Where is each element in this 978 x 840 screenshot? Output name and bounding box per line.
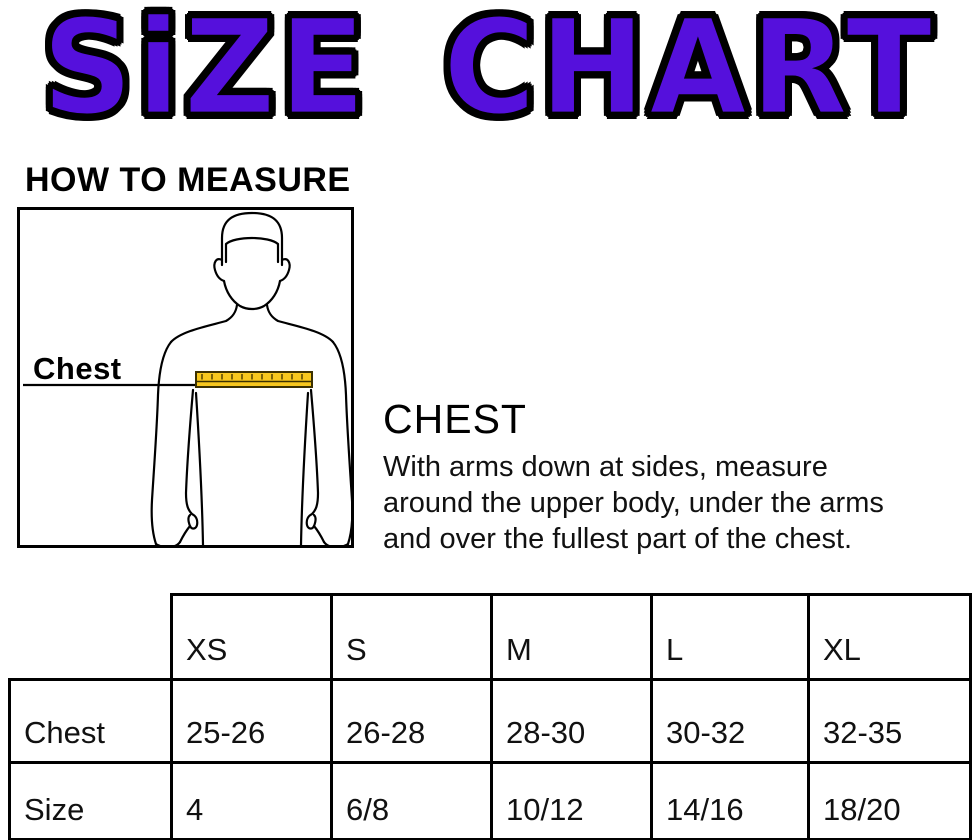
column-header-xl: XL — [809, 595, 971, 680]
how-to-measure-heading: HOW TO MEASURE — [25, 161, 351, 199]
size-value-s: 6/8 — [332, 763, 492, 840]
chest-instructions — [383, 449, 884, 557]
column-header-xs: XS — [172, 595, 332, 680]
row-label-chest: Chest — [10, 680, 172, 763]
row-label-size: Size — [10, 763, 172, 840]
figure-chest-label: Chest — [33, 351, 122, 386]
column-header-s: S — [332, 595, 492, 680]
size-table — [8, 593, 972, 840]
chest-value-s: 26-28 — [332, 680, 492, 763]
chest-value-m: 28-30 — [492, 680, 652, 763]
chest-instructions-line: With arms down at sides, measure — [383, 451, 828, 483]
chest-value-xs: 25-26 — [172, 680, 332, 763]
chest-value-xl: 32-35 — [809, 680, 971, 763]
chest-instructions-line: around the upper body, under the arms — [383, 487, 884, 519]
chest-instructions-line: and over the fullest part of the chest. — [383, 523, 853, 555]
chest-section-heading: CHEST — [383, 396, 527, 442]
column-header-l: L — [652, 595, 809, 680]
size-value-xs: 4 — [172, 763, 332, 840]
measuring-tape — [196, 372, 312, 387]
size-value-m: 10/12 — [492, 763, 652, 840]
table-row-chest — [10, 680, 971, 763]
measurement-figure — [17, 207, 354, 548]
column-header-m: M — [492, 595, 652, 680]
table-header-row — [10, 595, 971, 680]
chest-value-l: 30-32 — [652, 680, 809, 763]
size-value-xl: 18/20 — [809, 763, 971, 840]
table-row-size — [10, 763, 971, 840]
page-title: SiZE CHART — [42, 0, 936, 144]
size-value-l: 14/16 — [652, 763, 809, 840]
table-corner-cell — [10, 595, 172, 680]
